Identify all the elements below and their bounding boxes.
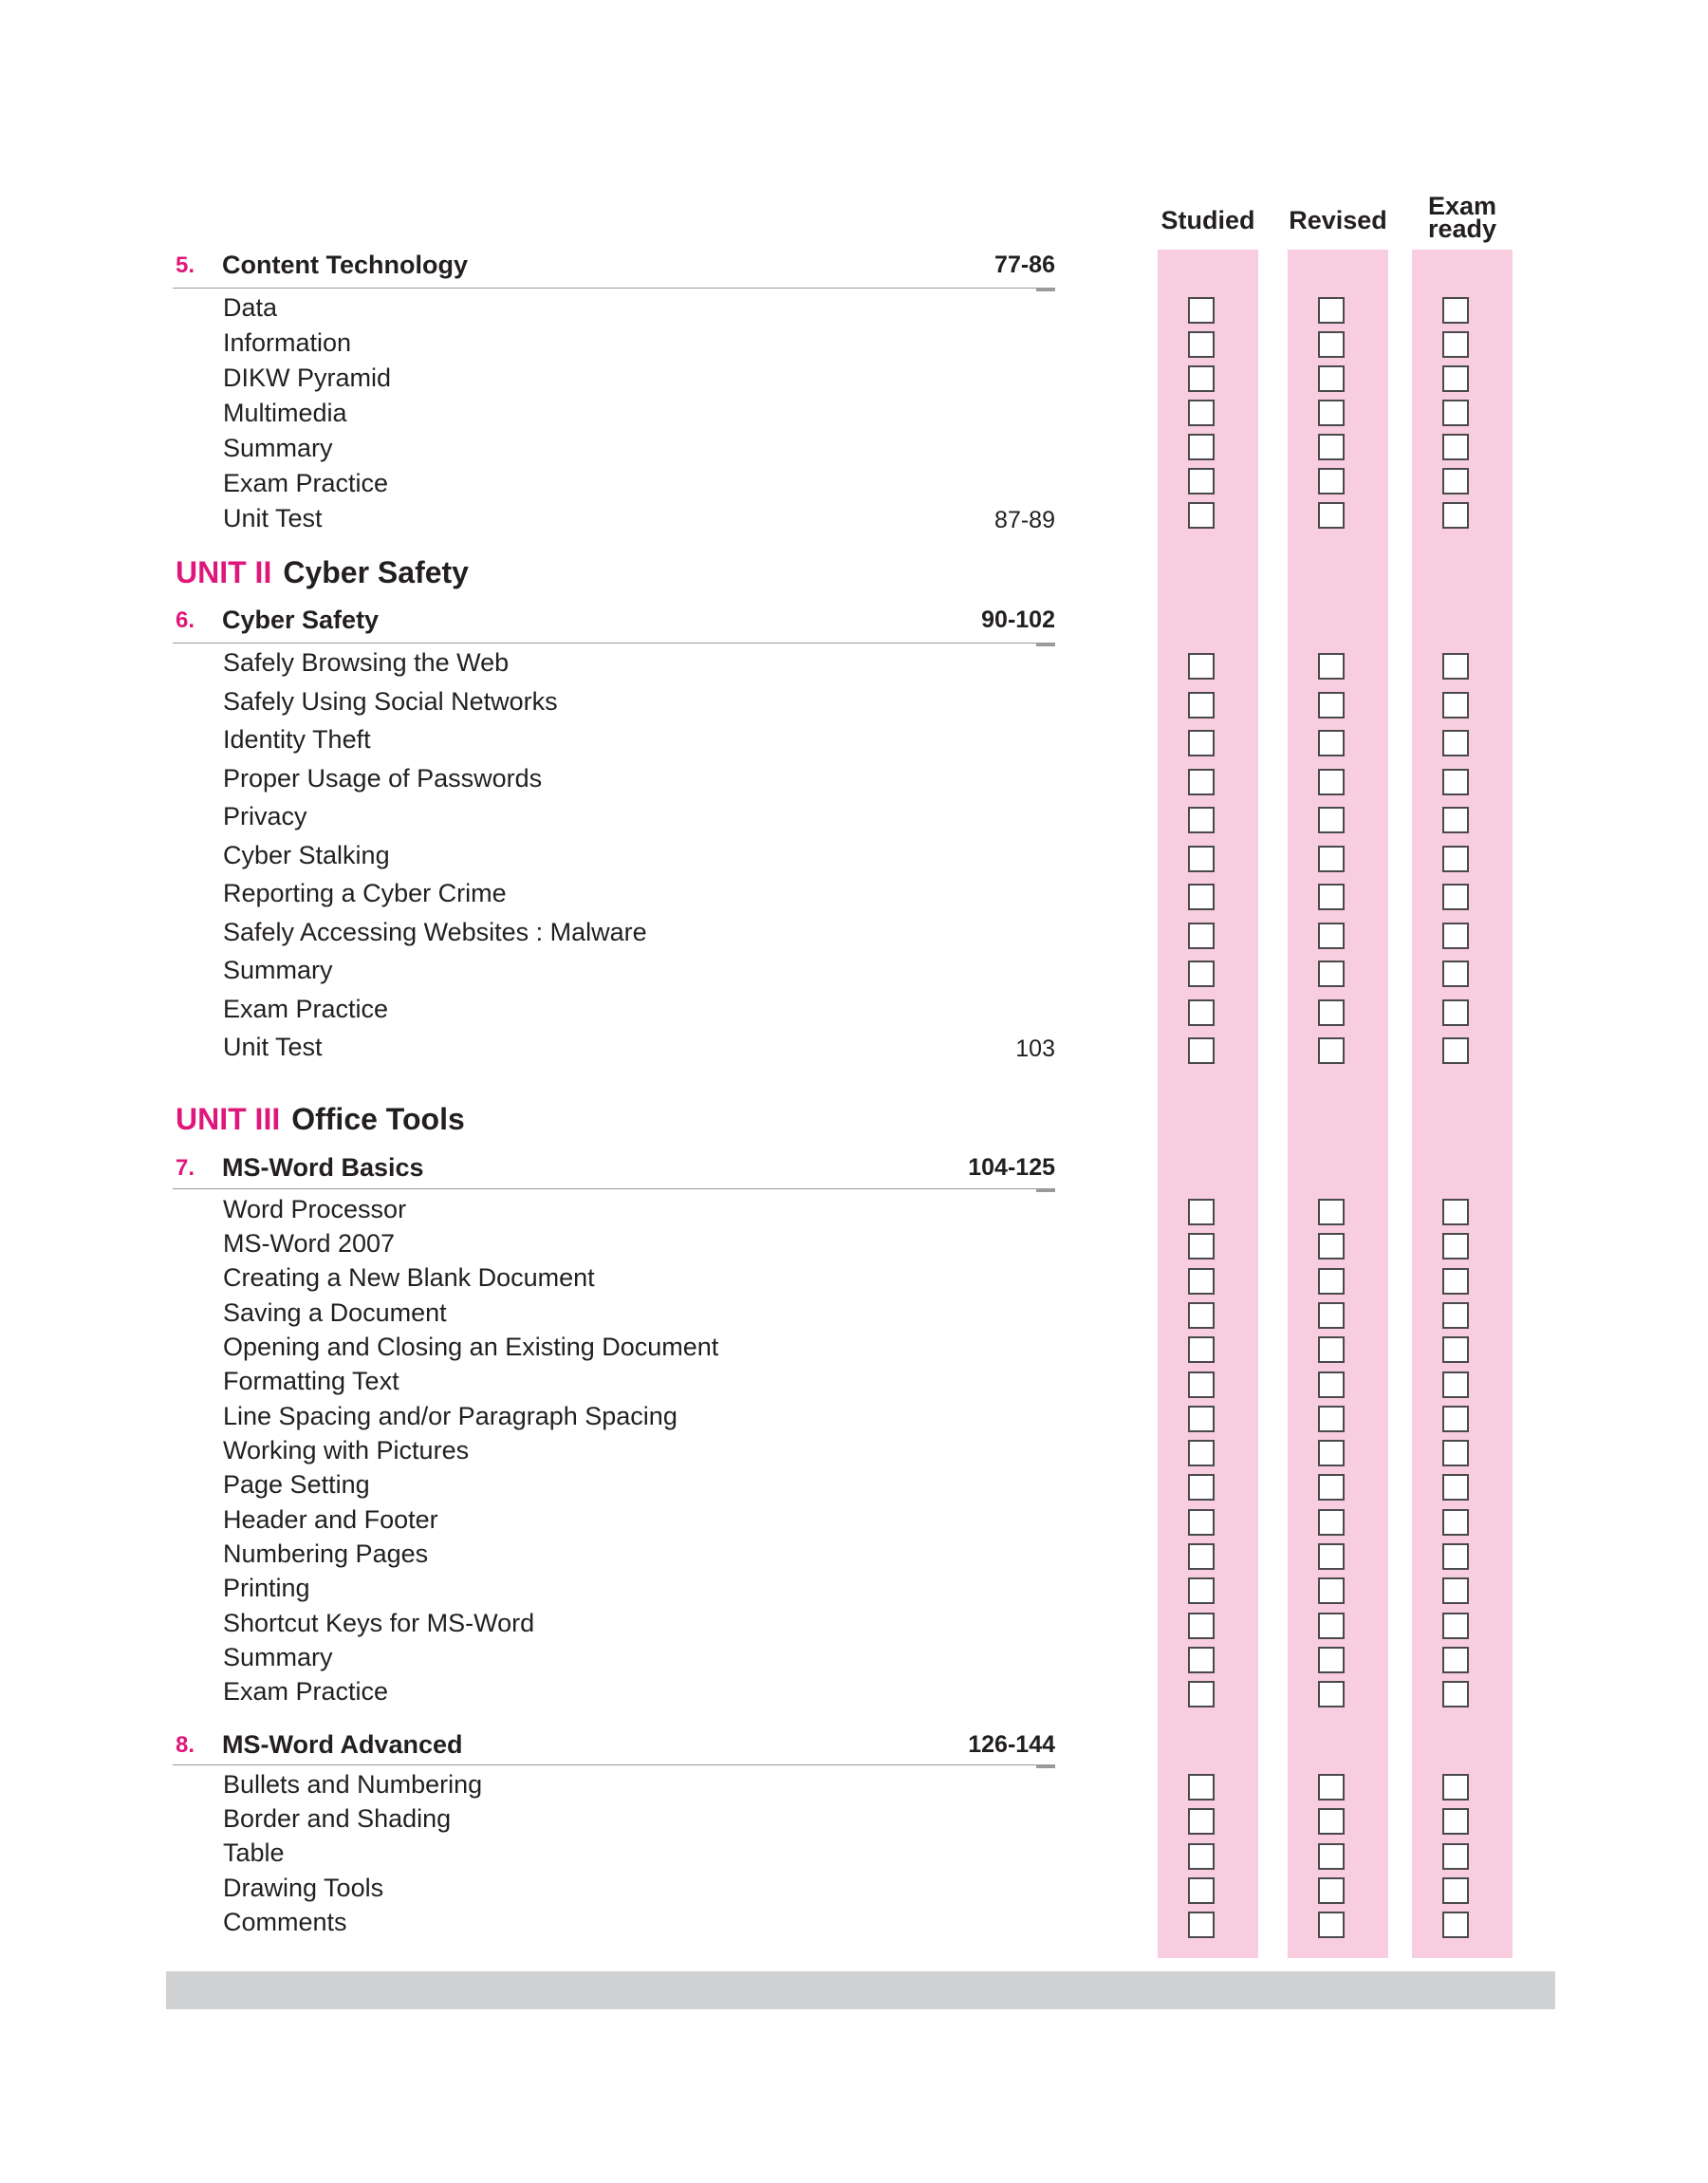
topic: Page Setting xyxy=(223,1470,370,1499)
topic: Table xyxy=(223,1838,285,1867)
revised-header: Revised xyxy=(1289,206,1387,234)
studied-checkbox[interactable] xyxy=(1188,1681,1215,1707)
topic: Summary xyxy=(223,434,333,462)
exam-ready-checkbox[interactable] xyxy=(1442,846,1469,872)
studied-checkbox[interactable] xyxy=(1188,400,1215,426)
studied-checkbox[interactable] xyxy=(1188,692,1215,718)
topic: Identity Theft xyxy=(223,725,371,754)
chapter-title: Content Technology xyxy=(222,251,468,279)
chapter-pages: 90-102 xyxy=(981,606,1055,633)
chapter-title: MS-Word Basics xyxy=(222,1153,424,1182)
revised-checkbox[interactable] xyxy=(1318,846,1345,872)
exam-ready-checkbox[interactable] xyxy=(1442,807,1469,833)
studied-checkbox[interactable] xyxy=(1188,365,1215,392)
unit-heading: UNIT II Cyber Safety xyxy=(176,555,469,589)
studied-checkbox[interactable] xyxy=(1188,1199,1215,1225)
exam-ready-checkbox[interactable] xyxy=(1442,502,1469,529)
exam-ready-checkbox[interactable] xyxy=(1442,1302,1469,1329)
studied-checkbox[interactable] xyxy=(1188,1268,1215,1295)
studied-checkbox[interactable] xyxy=(1188,923,1215,949)
revised-checkbox[interactable] xyxy=(1318,1233,1345,1259)
revised-checkbox[interactable] xyxy=(1318,1808,1345,1835)
topic: Header and Footer xyxy=(223,1505,438,1534)
revised-checkbox[interactable] xyxy=(1318,1647,1345,1673)
topic: Opening and Closing an Existing Document xyxy=(223,1333,719,1361)
exam-ready-checkbox[interactable] xyxy=(1442,1912,1469,1938)
studied-checkbox[interactable] xyxy=(1188,331,1215,358)
topic: Saving a Document xyxy=(223,1298,447,1327)
unit-test-pages: 87-89 xyxy=(994,507,1055,533)
exam-ready-checkbox[interactable] xyxy=(1442,1406,1469,1432)
topic: Numbering Pages xyxy=(223,1539,429,1568)
studied-checkbox[interactable] xyxy=(1188,1509,1215,1536)
topic: Exam Practice xyxy=(223,469,389,497)
exam-ready-checkbox[interactable] xyxy=(1442,1474,1469,1501)
revised-checkbox[interactable] xyxy=(1318,1336,1345,1363)
revised-checkbox[interactable] xyxy=(1318,1681,1345,1707)
revised-checkbox[interactable] xyxy=(1318,1406,1345,1432)
topic: Exam Practice xyxy=(223,995,389,1023)
chapter-rule xyxy=(173,1764,1055,1765)
revised-checkbox[interactable] xyxy=(1318,730,1345,756)
exam-ready-checkbox[interactable] xyxy=(1442,331,1469,358)
studied-checkbox[interactable] xyxy=(1188,1371,1215,1398)
topic: Drawing Tools xyxy=(223,1874,384,1902)
studied-checkbox[interactable] xyxy=(1188,846,1215,872)
studied-checkbox[interactable] xyxy=(1188,468,1215,494)
topic: Comments xyxy=(223,1908,347,1936)
exam-ready-checkbox[interactable] xyxy=(1442,999,1469,1026)
rule-tick xyxy=(1036,1764,1055,1768)
topic: Bullets and Numbering xyxy=(223,1770,483,1799)
revised-checkbox[interactable] xyxy=(1318,807,1345,833)
revised-checkbox[interactable] xyxy=(1318,1199,1345,1225)
revised-checkbox[interactable] xyxy=(1318,884,1345,910)
studied-checkbox[interactable] xyxy=(1188,1877,1215,1904)
revised-checkbox[interactable] xyxy=(1318,1268,1345,1295)
topic: Border and Shading xyxy=(223,1804,452,1833)
revised-checkbox[interactable] xyxy=(1318,1774,1345,1801)
exam-ready-checkbox[interactable] xyxy=(1442,923,1469,949)
revised-checkbox[interactable] xyxy=(1318,769,1345,795)
topic: Information xyxy=(223,328,352,357)
topic: Working with Pictures xyxy=(223,1436,470,1465)
studied-checkbox[interactable] xyxy=(1188,1474,1215,1501)
studied-checkbox[interactable] xyxy=(1188,502,1215,529)
revised-checkbox[interactable] xyxy=(1318,1613,1345,1639)
studied-checkbox[interactable] xyxy=(1188,1647,1215,1673)
exam-ready-checkbox[interactable] xyxy=(1442,1233,1469,1259)
revised-checkbox[interactable] xyxy=(1318,1577,1345,1604)
exam-ready-checkbox[interactable] xyxy=(1442,884,1469,910)
topic: Summary xyxy=(223,956,333,984)
studied-checkbox[interactable] xyxy=(1188,1440,1215,1466)
studied-checkbox[interactable] xyxy=(1188,1406,1215,1432)
topic: Data xyxy=(223,293,278,322)
chapter-pages: 77-86 xyxy=(994,252,1055,278)
topic: Safely Accessing Websites : Malware xyxy=(223,918,647,946)
chapter-number: 5. xyxy=(176,252,195,278)
revised-checkbox[interactable] xyxy=(1318,1440,1345,1466)
topic: Privacy xyxy=(223,802,307,830)
studied-checkbox[interactable] xyxy=(1188,1912,1215,1938)
rule-tick xyxy=(1036,1188,1055,1192)
exam-ready-checkbox[interactable] xyxy=(1442,1843,1469,1870)
exam-ready-checkbox[interactable] xyxy=(1442,1647,1469,1673)
studied-checkbox[interactable] xyxy=(1188,1233,1215,1259)
topic: Unit Test xyxy=(223,1033,323,1061)
exam-ready-checkbox[interactable] xyxy=(1442,1336,1469,1363)
topic: Formatting Text xyxy=(223,1367,399,1395)
exam-ready-checkbox[interactable] xyxy=(1442,769,1469,795)
revised-checkbox[interactable] xyxy=(1318,297,1345,324)
exam-ready-checkbox[interactable] xyxy=(1442,730,1469,756)
revised-checkbox[interactable] xyxy=(1318,961,1345,987)
exam-ready-checkbox[interactable] xyxy=(1442,1613,1469,1639)
chapter-number: 7. xyxy=(176,1155,195,1181)
topic: MS-Word 2007 xyxy=(223,1229,396,1258)
exam-ready-checkbox[interactable] xyxy=(1442,1440,1469,1466)
topic: Exam Practice xyxy=(223,1677,389,1706)
revised-checkbox[interactable] xyxy=(1318,1302,1345,1329)
revised-checkbox[interactable] xyxy=(1318,1509,1345,1536)
exam-ready-checkbox[interactable] xyxy=(1442,1509,1469,1536)
revised-checkbox[interactable] xyxy=(1318,1912,1345,1938)
studied-checkbox[interactable] xyxy=(1188,1302,1215,1329)
studied-checkbox[interactable] xyxy=(1188,730,1215,756)
studied-checkbox[interactable] xyxy=(1188,769,1215,795)
studied-checkbox[interactable] xyxy=(1188,884,1215,910)
studied-checkbox[interactable] xyxy=(1188,1336,1215,1363)
studied-checkbox[interactable] xyxy=(1188,999,1215,1026)
exam-ready-checkbox[interactable] xyxy=(1442,692,1469,718)
studied-checkbox[interactable] xyxy=(1188,297,1215,324)
topic: Proper Usage of Passwords xyxy=(223,764,543,793)
revised-checkbox[interactable] xyxy=(1318,434,1345,460)
revised-checkbox[interactable] xyxy=(1318,365,1345,392)
revised-checkbox[interactable] xyxy=(1318,400,1345,426)
chapter-rule xyxy=(173,1188,1055,1189)
chapter-pages: 104-125 xyxy=(968,1154,1055,1181)
exam-ready-checkbox[interactable] xyxy=(1442,468,1469,494)
studied-checkbox[interactable] xyxy=(1188,1808,1215,1835)
topic: Word Processor xyxy=(223,1195,407,1223)
studied-checkbox[interactable] xyxy=(1188,807,1215,833)
revised-checkbox[interactable] xyxy=(1318,999,1345,1026)
exam-ready-checkbox[interactable] xyxy=(1442,434,1469,460)
chapter-rule xyxy=(173,288,1055,289)
unit-test-pages: 103 xyxy=(1015,1036,1055,1062)
topic: Printing xyxy=(223,1574,310,1602)
studied-checkbox[interactable] xyxy=(1188,961,1215,987)
studied-checkbox[interactable] xyxy=(1188,1037,1215,1064)
chapter-pages: 126-144 xyxy=(968,1731,1055,1758)
exam-ready-checkbox[interactable] xyxy=(1442,1037,1469,1064)
revised-checkbox[interactable] xyxy=(1318,653,1345,680)
exam-ready-header: Exam ready xyxy=(1427,192,1497,243)
revised-checkbox[interactable] xyxy=(1318,468,1345,494)
revised-checkbox[interactable] xyxy=(1318,1037,1345,1064)
revised-checkbox[interactable] xyxy=(1318,1474,1345,1501)
revised-checkbox[interactable] xyxy=(1318,331,1345,358)
footer-bar xyxy=(166,1971,1555,2009)
chapter-title: MS-Word Advanced xyxy=(222,1730,463,1759)
exam-ready-checkbox[interactable] xyxy=(1442,1877,1469,1904)
studied-checkbox[interactable] xyxy=(1188,1543,1215,1570)
chapter-number: 6. xyxy=(176,607,195,633)
rule-tick xyxy=(1036,643,1055,646)
studied-checkbox[interactable] xyxy=(1188,1577,1215,1604)
studied-header: Studied xyxy=(1160,206,1255,234)
topic: Cyber Stalking xyxy=(223,841,390,869)
studied-checkbox[interactable] xyxy=(1188,1843,1215,1870)
revised-checkbox[interactable] xyxy=(1318,923,1345,949)
exam-ready-checkbox[interactable] xyxy=(1442,1543,1469,1570)
exam-ready-checkbox[interactable] xyxy=(1442,1577,1469,1604)
rule-tick xyxy=(1036,288,1055,291)
revised-checkbox[interactable] xyxy=(1318,1543,1345,1570)
exam-ready-checkbox[interactable] xyxy=(1442,961,1469,987)
exam-ready-checkbox[interactable] xyxy=(1442,1371,1469,1398)
revised-checkbox[interactable] xyxy=(1318,502,1345,529)
chapter-rule xyxy=(173,643,1055,644)
chapter-number: 8. xyxy=(176,1732,195,1758)
studied-checkbox[interactable] xyxy=(1188,1774,1215,1801)
exam-ready-checkbox[interactable] xyxy=(1442,400,1469,426)
revised-checkbox[interactable] xyxy=(1318,1371,1345,1398)
revised-checkbox[interactable] xyxy=(1318,1877,1345,1904)
topic: Creating a New Blank Document xyxy=(223,1263,595,1292)
topic: Multimedia xyxy=(223,399,347,427)
topic: Shortcut Keys for MS-Word xyxy=(223,1609,535,1637)
revised-checkbox[interactable] xyxy=(1318,1843,1345,1870)
topic: Reporting a Cyber Crime xyxy=(223,879,507,907)
topic: Line Spacing and/or Paragraph Spacing xyxy=(223,1402,678,1430)
exam-ready-checkbox[interactable] xyxy=(1442,297,1469,324)
chapter-title: Cyber Safety xyxy=(222,606,380,634)
studied-checkbox[interactable] xyxy=(1188,653,1215,680)
topic: DIKW Pyramid xyxy=(223,364,392,392)
studied-checkbox[interactable] xyxy=(1188,1613,1215,1639)
exam-ready-checkbox[interactable] xyxy=(1442,1808,1469,1835)
exam-ready-checkbox[interactable] xyxy=(1442,1199,1469,1225)
topic: Unit Test xyxy=(223,504,323,532)
topic: Safely Browsing the Web xyxy=(223,648,510,677)
studied-checkbox[interactable] xyxy=(1188,434,1215,460)
revised-checkbox[interactable] xyxy=(1318,692,1345,718)
exam-ready-checkbox[interactable] xyxy=(1442,653,1469,680)
exam-ready-checkbox[interactable] xyxy=(1442,1774,1469,1801)
topic: Summary xyxy=(223,1643,333,1671)
unit-heading: UNIT III Office Tools xyxy=(176,1102,465,1136)
exam-ready-checkbox[interactable] xyxy=(1442,1268,1469,1295)
topic: Safely Using Social Networks xyxy=(223,687,558,716)
exam-ready-checkbox[interactable] xyxy=(1442,1681,1469,1707)
exam-ready-checkbox[interactable] xyxy=(1442,365,1469,392)
